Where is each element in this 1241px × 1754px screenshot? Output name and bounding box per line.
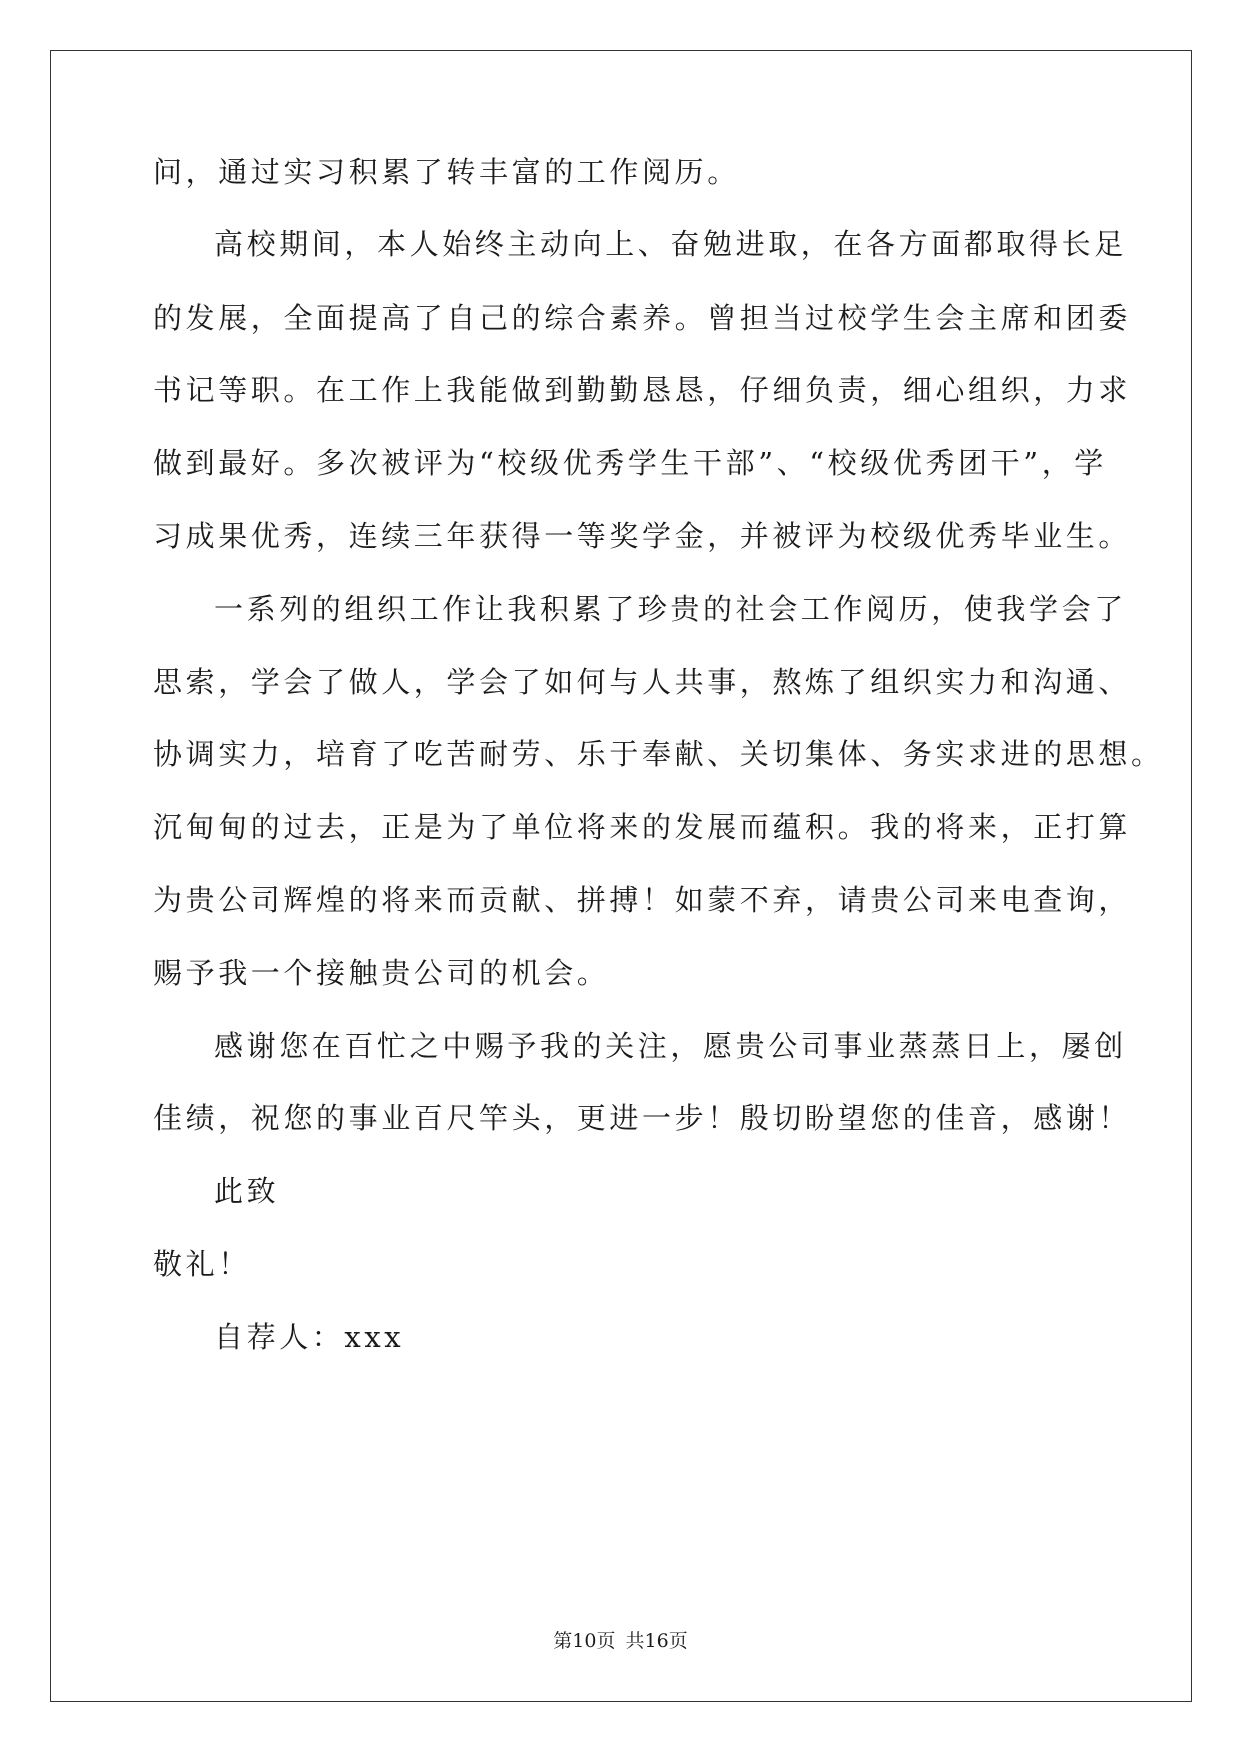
body-line: 高校期间，本人始终主动向上、奋勉进取，在各方面都取得长足 <box>214 227 1127 261</box>
body-line: 做到最好。多次被评为“校级优秀学生干部”、“校级优秀团干”，学 <box>153 446 1107 480</box>
body-line: 协调实力，培育了吃苦耐劳、乐于奉献、关切集体、务实求进的思想。 <box>153 737 1164 771</box>
total-pages-label: 共16页 <box>625 1630 688 1652</box>
body-line: 的发展，全面提高了自己的综合素养。曾担当过校学生会主席和团委 <box>153 301 1132 335</box>
body-line: 习成果优秀，连续三年获得一等奖学金，并被评为校级优秀毕业生。 <box>153 519 1132 553</box>
page-footer <box>0 1629 1241 1653</box>
body-line: 思索，学会了做人，学会了如何与人共事，熬炼了组织实力和沟通、 <box>153 665 1132 699</box>
current-page-label: 第10页 <box>553 1630 616 1652</box>
body-line: 沉甸甸的过去，正是为了单位将来的发展而蕴积。我的将来，正打算 <box>153 810 1132 844</box>
body-line: 一系列的组织工作让我积累了珍贵的社会工作阅历，使我学会了 <box>214 592 1127 626</box>
body-line: 佳绩，祝您的事业百尺竿头，更进一步！殷切盼望您的佳音，感谢！ <box>153 1101 1132 1135</box>
body-line: 问，通过实习积累了转丰富的工作阅历。 <box>153 155 740 189</box>
signature-line: 自荐人：xxx <box>214 1320 405 1354</box>
body-line: 书记等职。在工作上我能做到勤勤恳恳，仔细负责，细心组织，力求 <box>153 373 1132 407</box>
body-line: 感谢您在百忙之中赐予我的关注，愿贵公司事业蒸蒸日上，屡创 <box>214 1029 1127 1063</box>
closing-regards: 敬礼！ <box>153 1247 251 1281</box>
closing-salutation: 此致 <box>214 1174 280 1208</box>
body-line: 赐予我一个接触贵公司的机会。 <box>153 956 610 990</box>
body-line: 为贵公司辉煌的将来而贡献、拼搏！如蒙不弃，请贵公司来电查询， <box>153 883 1132 917</box>
